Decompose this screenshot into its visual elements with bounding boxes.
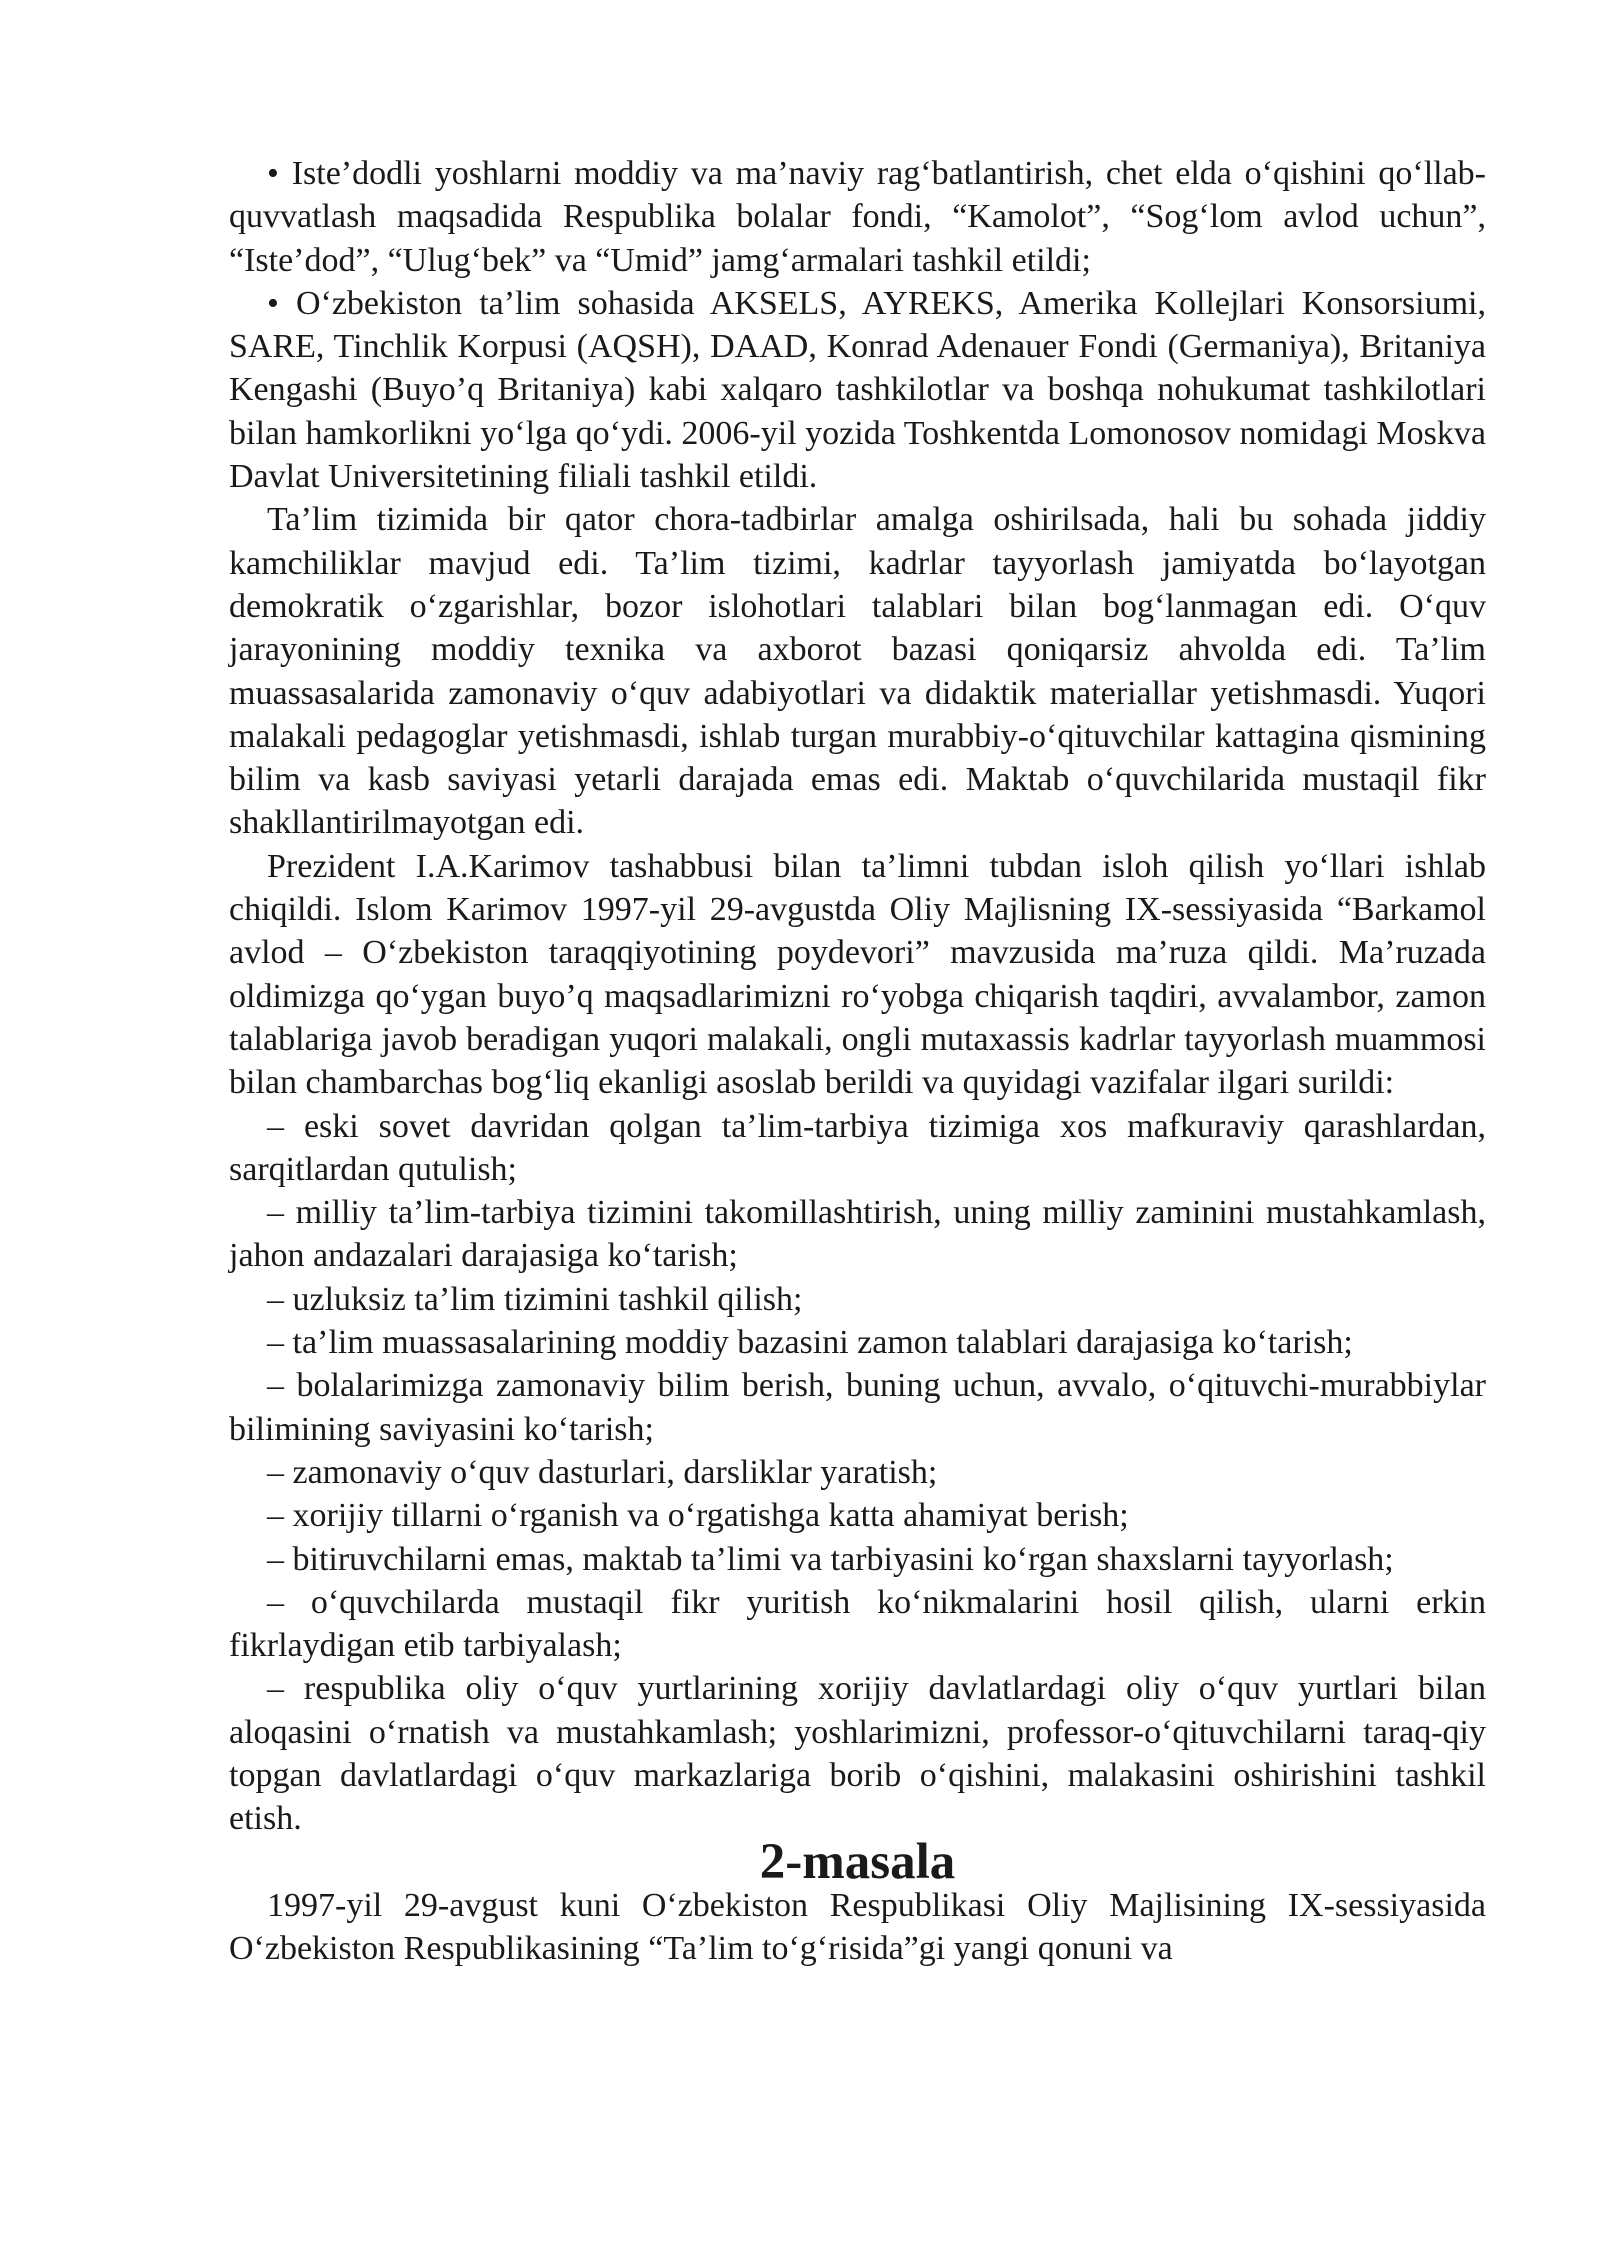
list-item-task-2: – milliy ta’lim-tarbiya tizimini takomillashtirish, uning milliy zaminini mustahkamlash, jahon andazalari darajasiga ko‘tarish; bbox=[229, 1194, 1486, 1275]
list-item-task-8: – bitiruvchilarni emas, maktab ta’limi va tarbiyasini ko‘rgan shaxslarni tayyorlash; bbox=[267, 1540, 1394, 1578]
list-item-task-4: – ta’lim muassasalarining moddiy bazasini zamon talablari darajasiga ko‘tarish; bbox=[267, 1324, 1353, 1362]
list-item-task-10: – respublika oliy o‘quv yurtlarining xorijiy davlatlardagi oliy o‘quv yurtlari bilan aloqasini o‘rnatish va mustahkamlash; yoshlarimizni, professor-o‘qituvchilarni taraq-qiy topgan davlatlardagi o‘quv markazlariga borib o‘qishini, malakasini oshirishini tashkil etish. bbox=[229, 1670, 1486, 1838]
paragraph-education-shortcomings: Ta’lim tizimida bir qator chora-tadbirlar amalga oshirilsada, hali bu sohada jiddiy kamchiliklar mavjud edi. Ta’lim tizimi, kadrlar tayyorlash jamiyatda bo‘layotgan demokratik o‘zgarishlar, bozor islohotlari talablari bilan bog‘lanmagan edi. O‘quv jarayonining moddiy texnika va axborot bazasi qoniqarsiz ahvolda edi. Ta’lim muassasalarida zamonaviy o‘quv adabiyotlari va didaktik materiallar yetishmasdi. Yuqori malakali pedagoglar yetishmasdi, ishlab turgan murabbiy-o‘qituvchilar kattagina qismining bilim va kasb saviyasi yetarli darajada emas edi. Maktab o‘quvchilarida mustaqil fikr shakllantirilmayotgan edi. bbox=[229, 501, 1486, 842]
list-item-task-9: – o‘quvchilarda mustaqil fikr yuritish ko‘nikmalarini hosil qilish, ularni erkin fikrlaydigan etib tarbiyalash; bbox=[229, 1583, 1486, 1665]
document-page bbox=[229, 152, 1486, 1970]
paragraph-karimov-reform: Prezident I.A.Karimov tashabbusi bilan ta’limni tubdan isloh qilish yo‘llari ishlab chiqildi. Islom Karimov 1997-yil 29-avgustda Oliy Majlisning IX-sessiyasida “Barkamol avlod – O‘zbekiston taraqqiyotining poydevori” mavzusida ma’ruza qildi. Ma’ruzada oldimizga qo‘ygan buyo’q maqsadlarimizni ro‘yobga chiqarish taqdiri, avvalambor, zamon talablariga javob beradigan yuqori malakali, ongli mutaxassis kadrlar tayyorlash muammosi bilan chambarchas bog‘liq ekanligi asoslab berildi va quyidagi vazifalar ilgari surildi: bbox=[229, 847, 1486, 1102]
paragraph-law-adoption: 1997-yil 29-avgust kuni O‘zbekiston Respublikasi Oliy Majlisining IX-sessiyasida O‘zbekiston Respublikasining “Ta’lim to‘g‘risida”gi yangi qonuni va bbox=[229, 1886, 1486, 1968]
paragraph-international-cooperation: • O‘zbekiston ta’lim sohasida AKSELS, AYREKS, Amerika Kollejlari Konsorsiumi, SARE, Tinchlik Korpusi (AQSH), DAAD, Konrad Adenauer Fondi (Germaniya), Britaniya Kengashi (Buyo’q Britaniya) kabi xalqaro tashkilotlar va boshqa nohukumat tashkilotlari bilan hamkorlikni yo‘lga qo‘ydi. 2006-yil yozida Toshkentda Lomonosov nomidagi Moskva Davlat Universitetining filiali tashkil etildi. bbox=[229, 284, 1486, 496]
list-item-task-7: – xorijiy tillarni o‘rganish va o‘rgatishga katta ahamiyat berish; bbox=[267, 1497, 1129, 1535]
list-item-task-1: – eski sovet davridan qolgan ta’lim-tarbiya tizimiga xos mafkuraviy qarashlardan, sarqitlardan qutulish; bbox=[229, 1107, 1486, 1188]
section-heading: 2-masala bbox=[759, 1833, 956, 1890]
list-item-task-6: – zamonaviy o‘quv dasturlari, darsliklar yaratish; bbox=[267, 1453, 938, 1491]
list-item-task-3: – uzluksiz ta’lim tizimini tashkil qilish; bbox=[267, 1280, 803, 1318]
paragraph-talented-youth: • Iste’dodli yoshlarni moddiy va ma’naviy rag‘batlantirish, chet elda o‘qishini qo‘llab-quvvatlash maqsadida Respublika bolalar fondi, “Kamolot”, “Sog‘lom avlod uchun”, “Iste’dod”, “Ulug‘bek” va “Umid” jamg‘armalari tashkil etildi; bbox=[229, 155, 1486, 279]
list-item-task-5: – bolalarimizga zamonaviy bilim berish, buning uchun, avvalo, o‘qituvchi-murabbiylar bilimining saviyasini ko‘tarish; bbox=[229, 1367, 1486, 1448]
